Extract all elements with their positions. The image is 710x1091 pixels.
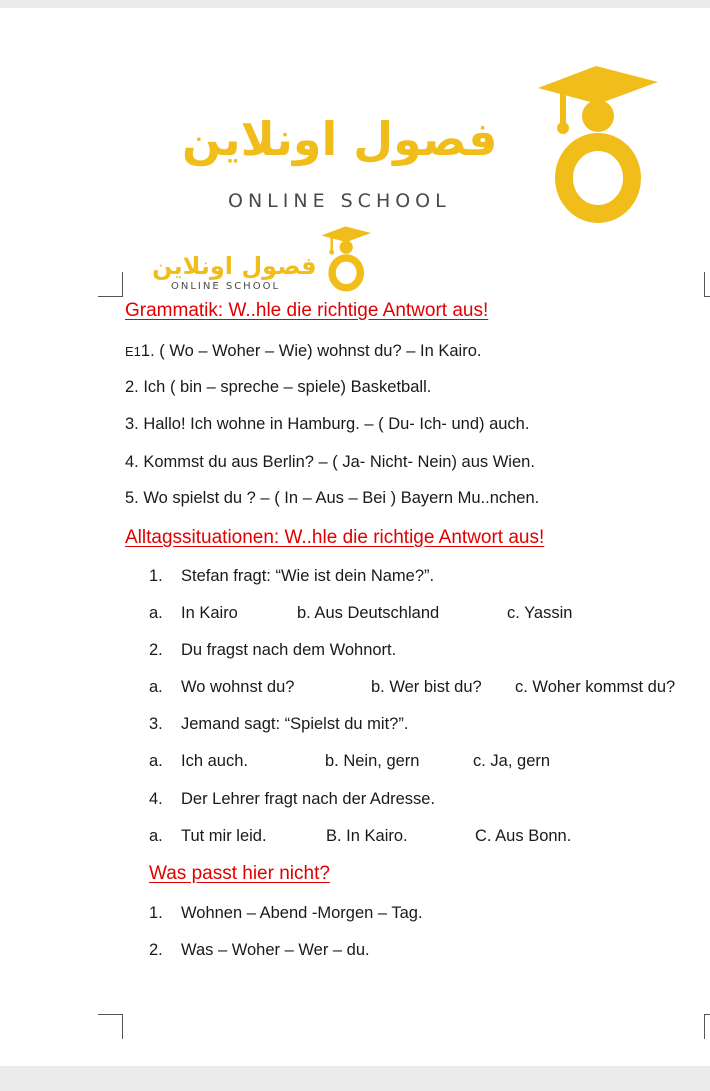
- answer-4-option-c: C. Aus Bonn.: [475, 827, 572, 845]
- answer-1-option-a: In Kairo: [181, 604, 238, 622]
- question-2-text: Du fragst nach dem Wohnort.: [181, 641, 397, 659]
- question-1-text: Stefan fragt: “Wie ist dein Name?”.: [181, 567, 435, 585]
- grammar-item-2: 2. Ich ( bin – spreche – spiele) Basketball.: [125, 378, 432, 396]
- graduation-cap-small-icon: [318, 226, 374, 294]
- question-2-number: 2.: [149, 641, 163, 659]
- answer-1-option-c: c. Yassin: [507, 604, 573, 622]
- logo-arabic-large: فصول اونلاين: [182, 112, 498, 166]
- question-3-number: 3.: [149, 715, 163, 733]
- answer-2-option-b: b. Wer bist du?: [371, 678, 482, 696]
- corner-mark-top-right: [704, 272, 710, 297]
- corner-mark-bottom-left: [98, 1014, 123, 1039]
- logo-english-large: ONLINE SCHOOL: [228, 190, 451, 212]
- corner-mark-top-left: [98, 272, 123, 297]
- question-3-text: Jemand sagt: “Spielst du mit?”.: [181, 715, 409, 733]
- situations-heading: Alltagssituationen: W..hle die richtige Antwort aus!: [125, 527, 545, 548]
- question-1-number: 1.: [149, 567, 163, 585]
- logo-arabic-small: فصول اونلاين: [152, 252, 317, 280]
- odd-item-2-text: Was – Woher – Wer – du.: [181, 941, 370, 959]
- answer-4-option-b: B. In Kairo.: [326, 827, 408, 845]
- corner-mark-bottom-right: [704, 1014, 710, 1039]
- answer-1-option-b: b. Aus Deutschland: [297, 604, 440, 622]
- odd-item-1-text: Wohnen – Abend -Morgen – Tag.: [181, 904, 423, 922]
- answer-1-letter: a.: [149, 604, 163, 622]
- question-4-number: 4.: [149, 790, 163, 808]
- grammar-item-4: 4. Kommst du aus Berlin? – ( Ja- Nicht- Nein) aus Wien.: [125, 453, 535, 471]
- answer-3-option-c: c. Ja, gern: [473, 752, 551, 770]
- graduation-cap-logo-icon: [530, 66, 665, 228]
- answer-2-option-c: c. Woher kommst du?: [515, 678, 676, 696]
- answer-4-letter: a.: [149, 827, 163, 845]
- exercise-prefix: E1: [125, 344, 141, 359]
- answer-3-option-b: b. Nein, gern: [325, 752, 420, 770]
- answer-4-option-a: Tut mir leid.: [181, 827, 267, 845]
- grammar-heading: Grammatik: W..hle die richtige Antwort aus!: [125, 300, 489, 321]
- logo-english-small: ONLINE SCHOOL: [171, 281, 281, 292]
- grammar-item-5: 5. Wo spielst du ? – ( In – Aus – Bei ) Bayern Mu..nchen.: [125, 489, 540, 507]
- answer-2-option-a: Wo wohnst du?: [181, 678, 295, 696]
- odd-item-2-number: 2.: [149, 941, 163, 959]
- grammar-item-3: 3. Hallo! Ich wohne in Hamburg. – ( Du- Ich- und) auch.: [125, 415, 530, 433]
- odd-item-1-number: 1.: [149, 904, 163, 922]
- odd-one-out-heading: Was passt hier nicht?: [149, 863, 330, 884]
- answer-3-option-a: Ich auch.: [181, 752, 248, 770]
- answer-3-letter: a.: [149, 752, 163, 770]
- grammar-item-1: E11. ( Wo – Woher – Wie) wohnst du? – In Kairo.: [125, 342, 482, 360]
- question-4-text: Der Lehrer fragt nach der Adresse.: [181, 790, 436, 808]
- worksheet-page: [0, 8, 710, 1066]
- answer-2-letter: a.: [149, 678, 163, 696]
